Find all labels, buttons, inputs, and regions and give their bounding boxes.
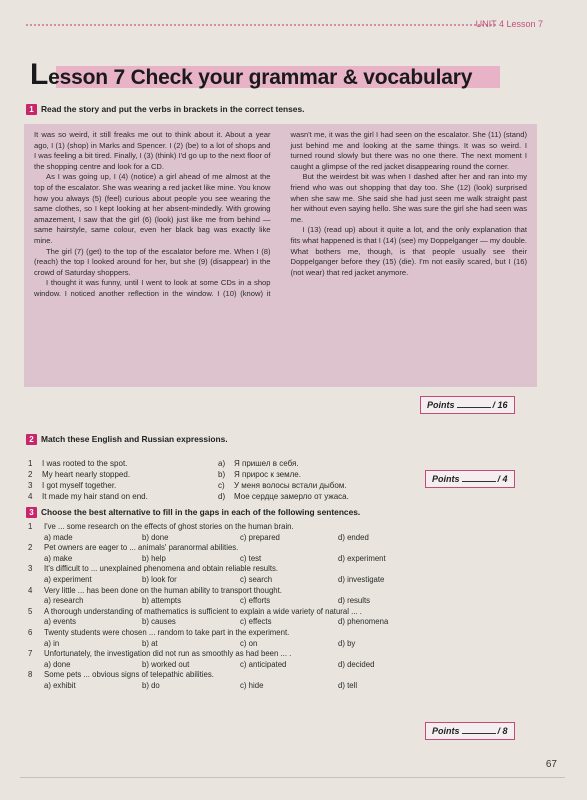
option-a[interactable]: a) events: [44, 617, 77, 627]
question-text: Unfortunately, the investigation did not run as smoothly as had been ... .: [44, 649, 292, 659]
title-initial: L: [30, 58, 49, 91]
ex1-points-box[interactable]: Points / 16: [420, 396, 515, 414]
option-b[interactable]: b) look for: [142, 574, 177, 584]
option-a[interactable]: a) experiment: [44, 574, 92, 584]
question: 3 It's difficult to ... unexplained phenomena and obtain reliable results. a) experiment b) look for c) search d) investigate: [28, 564, 528, 585]
option-d[interactable]: d) by: [338, 638, 356, 648]
match-row: 3 I got myself together. c) У меня волосы встали дыбом.: [28, 481, 347, 490]
question-text: Very little ... has been done on the human ability to transport thought.: [44, 585, 282, 595]
question-text: Pet owners are eager to ... animals' paranormal abilities.: [44, 543, 239, 553]
question: 2 Pet owners are eager to ... animals' paranormal abilities. a) make b) help c) test d) experiment: [28, 543, 528, 564]
option-d[interactable]: d) investigate: [338, 574, 385, 584]
option-b[interactable]: b) at: [142, 638, 158, 648]
option-c[interactable]: c) prepared: [240, 532, 280, 542]
question-text: Twenty students were chosen ... random to take part in the experiment.: [44, 627, 290, 637]
story-paragraph: I (13) (read up) about it quite a lot, and the only explanation that fits what happened is that I (14) (see) my Doppelganger — my double. What bothers me, though, is that people usually see their Doppelganger before they (15) (die). I'm not easily scared, but I (16) (not wear) that red jacket anymore.: [290, 225, 527, 277]
option-c[interactable]: c) efforts: [240, 596, 271, 606]
option-c[interactable]: c) test: [240, 553, 262, 563]
unit-lesson-label: UNIT 4 Lesson 7: [475, 19, 543, 29]
points-blank[interactable]: [462, 733, 496, 734]
option-d[interactable]: d) tell: [338, 680, 358, 690]
option-b[interactable]: b) causes: [142, 617, 176, 627]
russian-expression: Я прирос к земле.: [234, 470, 301, 479]
question: 8 Some pets ... obvious signs of telepathic abilities. a) exhibit b) do c) hide d) tell: [28, 670, 528, 691]
option-c[interactable]: c) search: [240, 574, 273, 584]
match-list: [28, 458, 408, 502]
question-text: A thorough understanding of mathematics is sufficient to explain a wide variety of natural ... .: [44, 606, 362, 616]
option-c[interactable]: c) hide: [240, 680, 264, 690]
option-d[interactable]: d) ended: [338, 532, 369, 542]
option-d[interactable]: d) results: [338, 596, 371, 606]
option-a[interactable]: a) in: [44, 638, 60, 648]
page-number: 67: [545, 759, 557, 770]
title-text: esson 7 Check your grammar & vocabulary: [48, 66, 473, 89]
option-a[interactable]: a) exhibit: [44, 680, 76, 690]
ex3-points-box[interactable]: Points / 8: [425, 722, 515, 740]
question: 7 Unfortunately, the investigation did not run as smoothly as had been ... . a) done b) worked out c) anticipated d) decided: [28, 649, 528, 670]
story-paragraph: But the weirdest bit was when I dashed after her and ran into my friend who was out shopping that day too. She (12) (look) surprised when she saw me. She said she had just seen me walk straight past her without even saying hello. She was sure the girl she had seen was me.: [290, 172, 527, 224]
ex3-number: 3: [26, 507, 37, 518]
option-b[interactable]: b) do: [142, 680, 160, 690]
question-text: I've ... some research on the effects of ghost stories on the human brain.: [44, 522, 294, 531]
story-paragraph: I thought it was funny, until I went to look at some CDs in a shop window. I noticed another reflection in the window. I (10) (know) it wasn't me, it was the girl I had seen on the escalator. She (11) (stand) just behind me and looking at the same things. It was so weird. I turned round slowly but there was no one there. The next moment I caught a glimpse of the red jacket disappearing round the corner.: [34, 130, 527, 298]
question-text: It's difficult to ... unexplained phenomena and obtain reliable results.: [44, 564, 279, 574]
option-c[interactable]: c) effects: [240, 617, 272, 627]
match-row: 1 I was rooted to the spot. a) Я пришел в себя.: [28, 459, 299, 468]
question: 6 Twenty students were chosen ... random to take part in the experiment. a) in b) at c) on d) by: [28, 628, 528, 649]
option-c[interactable]: c) on: [240, 638, 258, 648]
option-b[interactable]: b) help: [142, 553, 166, 563]
ex2-heading: [26, 434, 228, 445]
option-a[interactable]: a) make: [44, 553, 73, 563]
story-paragraph: It was so weird, it still freaks me out to think about it. About a year ago, I (1) (shop) in Marks and Spencer. I (2) (be) to a lot of shops and I was feeling a bit tired. Finally, I (3) (think) I'd go up to the next floor of the shopping centre and look for a CD.: [34, 130, 271, 171]
story-text: [34, 130, 527, 300]
ex2-instruction: Match these English and Russian expressions.: [41, 434, 228, 444]
points-blank[interactable]: [462, 481, 496, 482]
option-a[interactable]: a) research: [44, 596, 84, 606]
points-blank[interactable]: [457, 407, 491, 408]
option-a[interactable]: a) made: [44, 532, 73, 542]
story-box: [24, 124, 537, 387]
header-dotted-rule: [26, 24, 496, 26]
option-b[interactable]: b) attempts: [142, 596, 181, 606]
option-a[interactable]: a) done: [44, 659, 71, 669]
option-d[interactable]: d) phenomena: [338, 617, 389, 627]
option-d[interactable]: d) experiment: [338, 553, 386, 563]
ex1-number: 1: [26, 104, 37, 115]
question: 1 I've ... some research on the effects of ghost stories on the human brain. a) made b) done c) prepared d) ended: [28, 522, 528, 543]
story-paragraph: As I was going up, I (4) (notice) a girl ahead of me almost at the top of the escalator. She was wearing a red jacket like mine. You know how you always (5) (feel) curious about people you see wearing the same clothes, so I kept looking at her absent-mindedly. With growing amazement, I saw that the girl (6) (look) just like me from behind — same hairstyle, same colour, even her black bag was exactly like mine.: [34, 172, 271, 245]
match-row: 4 It made my hair stand on end. d) Мое сердце замерло от ужаса.: [28, 492, 349, 501]
english-expression: I got myself together.: [42, 481, 117, 490]
russian-expression: У меня волосы встали дыбом.: [234, 481, 347, 490]
story-paragraph: The girl (7) (get) to the top of the escalator before me. When I (8) (reach) the top I looked around for her, but she (9) (disappear) in the crowd of Saturday shoppers.: [34, 246, 271, 277]
ex1-heading: [26, 104, 304, 115]
option-b[interactable]: b) done: [142, 532, 169, 542]
english-expression: It made my hair stand on end.: [42, 492, 148, 501]
question: 4 Very little ... has been done on the human ability to transport thought. a) research b) attempts c) efforts d) results: [28, 586, 528, 607]
english-expression: I was rooted to the spot.: [42, 459, 128, 468]
ex3-instruction: Choose the best alternative to fill in the gaps in each of the following sentences.: [41, 507, 361, 517]
option-b[interactable]: b) worked out: [142, 659, 190, 669]
lesson-title: [22, 58, 542, 92]
ex2-points-box[interactable]: Points / 4: [425, 470, 515, 488]
multiple-choice-list: [28, 522, 528, 692]
ex1-instruction: Read the story and put the verbs in brackets in the correct tenses.: [41, 104, 305, 114]
match-row: 2 My heart nearly stopped. b) Я прирос к земле.: [28, 470, 301, 479]
question-text: Some pets ... obvious signs of telepathic abilities.: [44, 670, 214, 680]
option-d[interactable]: d) decided: [338, 659, 375, 669]
english-expression: My heart nearly stopped.: [42, 470, 131, 479]
russian-expression: Я пришел в себя.: [234, 459, 299, 468]
ex2-number: 2: [26, 434, 37, 445]
footer-rule: [20, 777, 565, 778]
question: 5 A thorough understanding of mathematics is sufficient to explain a wide variety of natural ... . a) events b) causes c) effects d) phenomena: [28, 607, 528, 628]
russian-expression: Мое сердце замерло от ужаса.: [234, 492, 349, 501]
option-c[interactable]: c) anticipated: [240, 659, 287, 669]
ex3-heading: [26, 507, 360, 518]
